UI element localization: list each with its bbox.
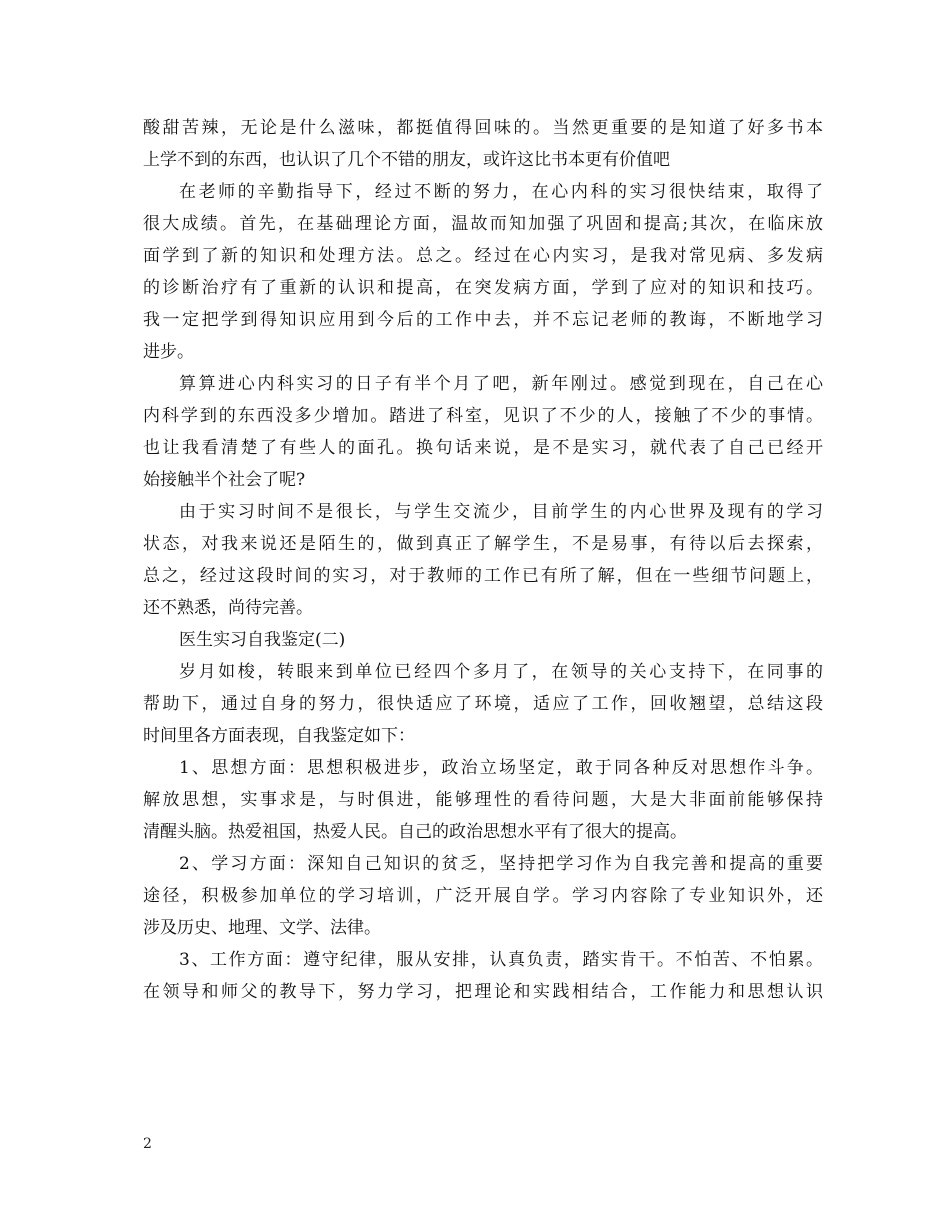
text-line: 很大成绩。首先，在基础理论方面，温故而知加强了巩固和提高;其次，在临床放 — [143, 214, 823, 234]
text-line: 总之，经过这段时间的实习，对于教师的工作已有所了解，但在一些细节问题上， — [143, 566, 823, 586]
text-line: 清醒头脑。热爱祖国，热爱人民。自己的政治思想水平有了很大的提高。 — [143, 822, 687, 842]
text-line: 1、思想方面：思想积极进步，政治立场坚定，敢于同各种反对思想作斗争。 — [179, 758, 823, 778]
text-line: 由于实习时间不是很长，与学生交流少，目前学生的内心世界及现有的学习 — [179, 502, 823, 522]
text-line: 解放思想，实事求是，与时俱进，能够理性的看待问题，大是大非面前能够保持 — [143, 790, 823, 810]
text-line: 算算进心内科实习的日子有半个月了吧，新年刚过。感觉到现在，自己在心 — [179, 374, 823, 394]
text-line: 上学不到的东西，也认识了几个不错的朋友，或许这比书本更有价值吧 — [143, 150, 670, 170]
text-line: 还不熟悉，尚待完善。 — [143, 598, 313, 618]
text-line: 3、工作方面：遵守纪律，服从安排，认真负责，踏实肯干。不怕苦、不怕累。 — [179, 950, 823, 970]
text-line: 面学到了新的知识和处理方法。总之。经过在心内实习，是我对常见病、多发病 — [143, 246, 823, 266]
text-line: 也让我看清楚了有些人的面孔。换句话来说，是不是实习，就代表了自己已经开 — [143, 438, 823, 458]
text-line: 的诊断治疗有了重新的认识和提高，在突发病方面，学到了应对的知识和技巧。 — [143, 278, 823, 298]
text-line: 时间里各方面表现，自我鉴定如下： — [143, 726, 415, 746]
text-line: 途径，积极参加单位的学习培训，广泛开展自学。学习内容除了专业知识外，还 — [143, 886, 823, 906]
text-line: 在老师的辛勤指导下，经过不断的努力，在心内科的实习很快结束，取得了 — [179, 182, 823, 202]
text-line: 内科学到的东西没多少增加。踏进了科室，见识了不少的人，接触了不少的事情。 — [143, 406, 823, 426]
document-body — [143, 112, 823, 1008]
text-line: 状态，对我来说还是陌生的，做到真正了解学生，不是易事，有待以后去探索， — [143, 534, 823, 554]
text-line: 涉及历史、地理、文学、法律。 — [143, 918, 381, 938]
text-line: 2、学习方面：深知自己知识的贫乏，坚持把学习作为自我完善和提高的重要 — [179, 854, 823, 874]
text-line: 进步。 — [143, 342, 194, 362]
text-line: 始接触半个社会了呢? — [143, 470, 306, 490]
text-line: 帮助下，通过自身的努力，很快适应了环境，适应了工作，回收翘望，总结这段 — [143, 694, 823, 714]
text-line: 我一定把学到得知识应用到今后的工作中去，并不忘记老师的教诲，不断地学习 — [143, 310, 823, 330]
section-heading: 医生实习自我鉴定(二) — [179, 630, 346, 650]
text-line: 在领导和师父的教导下，努力学习，把理论和实践相结合，工作能力和思想认识 — [143, 982, 823, 1002]
text-line: 酸甜苦辣，无论是什么滋味，都挺值得回味的。当然更重要的是知道了好多书本 — [143, 118, 823, 138]
text-line: 岁月如梭，转眼来到单位已经四个多月了，在领导的关心支持下，在同事的 — [179, 662, 823, 682]
page-number: 2 — [143, 1136, 152, 1152]
